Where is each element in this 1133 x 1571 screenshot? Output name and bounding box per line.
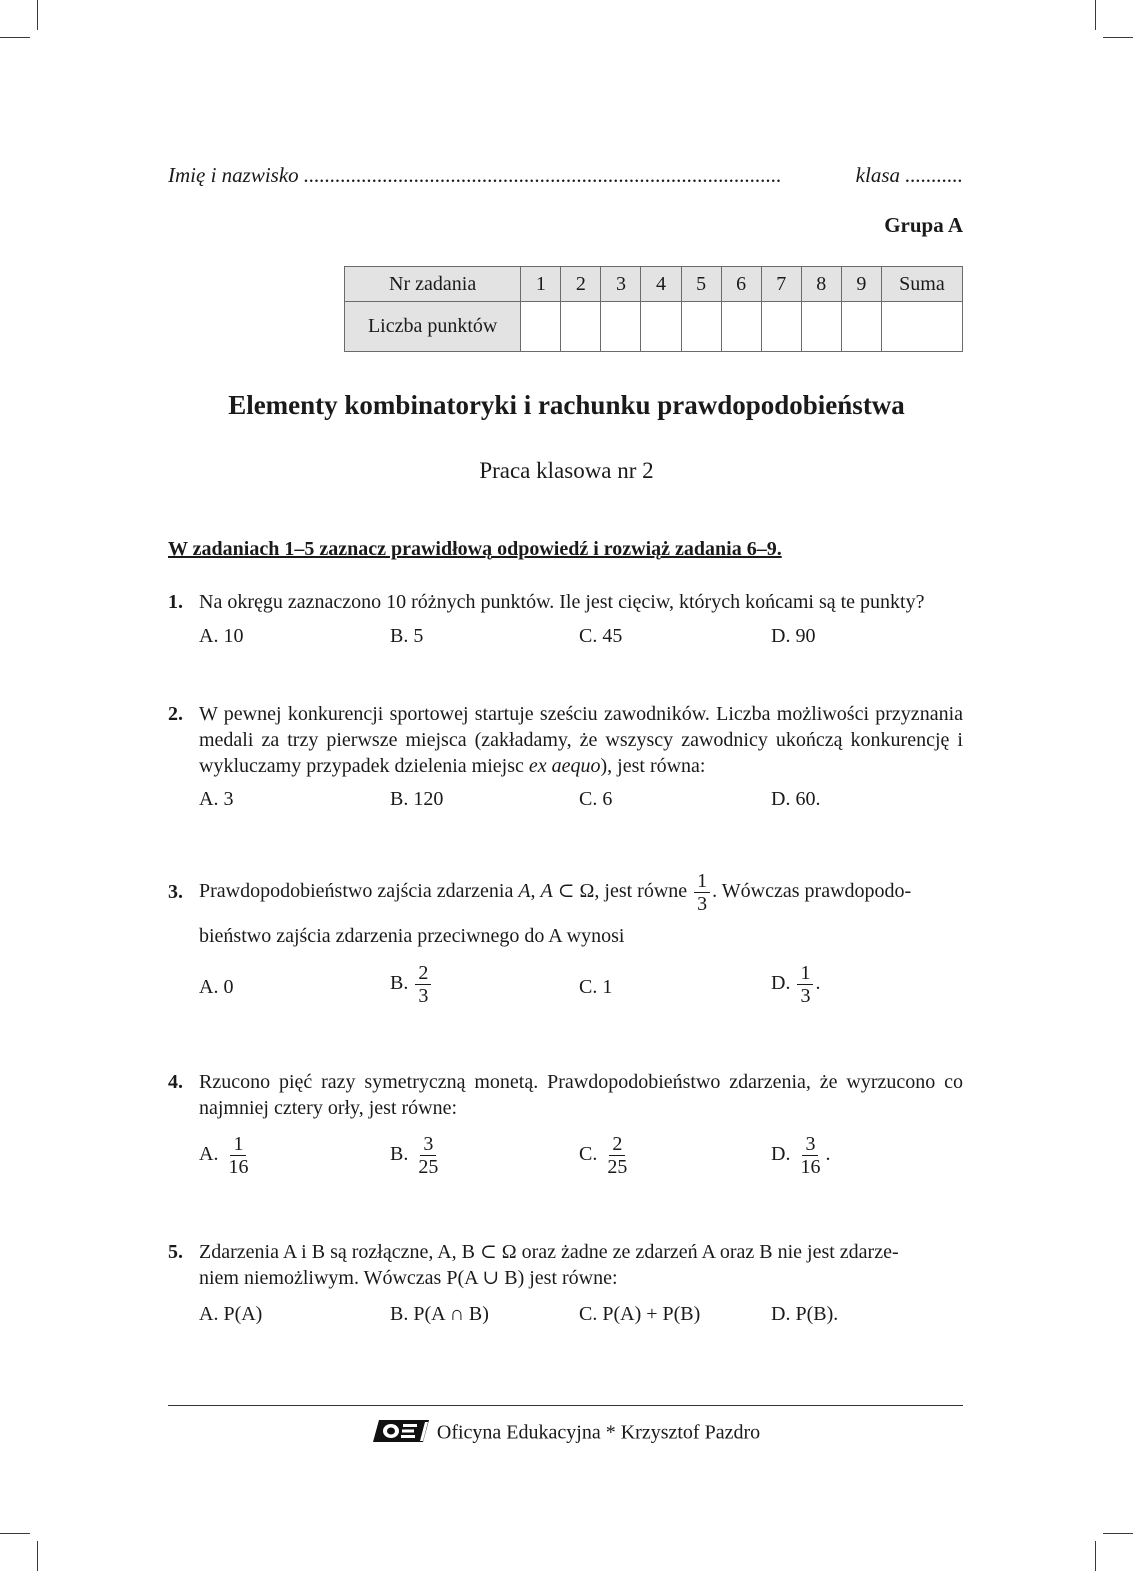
name-field[interactable]: Imię i nazwisko ........................................................................................... — [168, 163, 782, 187]
score-table-col: 8 — [801, 267, 841, 302]
points-cell[interactable] — [841, 302, 881, 352]
crop-mark — [1095, 1541, 1096, 1571]
question-text-part: . Wówczas prawdopodo- — [712, 880, 912, 903]
fraction — [797, 962, 813, 1007]
math-var: A — [540, 880, 553, 903]
fraction — [415, 962, 431, 1007]
answer-d[interactable]: D. 60. — [771, 788, 821, 810]
fraction-denominator: 16 — [228, 1156, 249, 1178]
fraction-numerator: 1 — [797, 962, 813, 985]
fraction-numerator: 2 — [415, 962, 431, 985]
publisher-logo-icon — [373, 1418, 431, 1450]
points-sum-cell[interactable] — [881, 302, 962, 352]
fraction — [694, 870, 710, 915]
score-table-header-label: Nr zadania — [345, 267, 521, 302]
fraction-denominator: 3 — [697, 893, 708, 915]
crop-mark — [37, 1541, 38, 1571]
score-table-col: 4 — [641, 267, 681, 302]
answer-b[interactable]: B. 120 — [390, 788, 444, 810]
page-subtitle: Praca klasowa nr 2 — [479, 458, 654, 483]
answer-d[interactable]: D. 90 — [771, 625, 816, 647]
answer-a[interactable]: A. 10 — [199, 625, 244, 647]
question-text-part: , — [530, 880, 541, 903]
math-var: A — [518, 880, 531, 903]
answer-b[interactable] — [390, 1133, 443, 1178]
answer-a[interactable] — [199, 1133, 253, 1178]
points-cell[interactable] — [521, 302, 561, 352]
fraction — [604, 1133, 630, 1178]
answer-a[interactable]: A. 0 — [199, 976, 234, 998]
fraction-denominator: 25 — [418, 1156, 439, 1178]
fraction-numerator: 3 — [802, 1133, 818, 1156]
score-table-col: 1 — [521, 267, 561, 302]
score-table-sum: Suma — [881, 267, 962, 302]
question-text — [199, 701, 963, 779]
points-cell[interactable] — [721, 302, 761, 352]
answer-label: A. — [199, 1143, 219, 1166]
crop-mark — [1095, 0, 1096, 30]
points-cell[interactable] — [681, 302, 721, 352]
question-2 — [168, 701, 963, 779]
answer-label: D. — [771, 972, 791, 995]
question-number: 4. — [168, 1071, 183, 1093]
answer-a[interactable]: A. 3 — [199, 788, 234, 810]
question-text: Na okręgu zaznaczono 10 różnych punktów. Ile jest cięciw, których końcami są te punkty? — [199, 591, 925, 613]
question-number: 2. — [168, 703, 183, 725]
answer-tail: . — [815, 972, 821, 995]
crop-mark — [37, 0, 38, 30]
points-cell[interactable] — [761, 302, 801, 352]
score-table-col: 3 — [601, 267, 641, 302]
footer-divider — [168, 1405, 963, 1406]
answer-b[interactable]: B. P(A ∩ B) — [390, 1303, 489, 1325]
score-table-col: 6 — [721, 267, 761, 302]
score-table-col: 5 — [681, 267, 721, 302]
question-text-part: Prawdopodobieństwo zajścia zdarzenia — [199, 880, 519, 903]
answer-b[interactable] — [390, 962, 433, 1007]
question-3-line2 — [168, 923, 963, 949]
question-number: 3. — [168, 881, 183, 903]
fraction-denominator: 25 — [607, 1156, 628, 1178]
question-4 — [168, 1069, 963, 1121]
score-table-col: 9 — [841, 267, 881, 302]
answer-label: C. — [579, 1143, 598, 1166]
answer-c[interactable]: C. 6 — [579, 788, 613, 810]
answer-c[interactable]: C. 1 — [579, 976, 613, 998]
score-table — [344, 266, 963, 352]
math-symbol: ⊂ Ω, — [552, 880, 600, 903]
publisher-name: Oficyna Edukacyjna * Krzysztof Pazdro — [436, 1421, 761, 1444]
points-cell[interactable] — [601, 302, 641, 352]
crop-mark — [1103, 1533, 1133, 1534]
fraction — [225, 1133, 251, 1178]
question-5 — [168, 1239, 963, 1291]
answer-label: D. — [771, 1143, 791, 1166]
score-table-col: 7 — [761, 267, 801, 302]
class-field[interactable]: klasa ........... — [855, 163, 963, 187]
fraction-numerator: 3 — [420, 1133, 436, 1156]
question-number: 1. — [168, 591, 183, 613]
answer-b[interactable]: B. 5 — [390, 625, 424, 647]
score-table-col: 2 — [561, 267, 601, 302]
score-table-points-label: Liczba punktów — [345, 302, 521, 352]
question-number: 5. — [168, 1241, 183, 1263]
crop-mark — [0, 1533, 30, 1534]
fraction-denominator: 3 — [418, 985, 429, 1007]
answer-c[interactable]: C. 45 — [579, 625, 623, 647]
question-text-part: ), jest równa: — [600, 755, 706, 777]
points-cell[interactable] — [801, 302, 841, 352]
points-cell[interactable] — [561, 302, 601, 352]
answer-d[interactable] — [771, 962, 820, 1007]
group-label: Grupa A — [884, 213, 963, 237]
answer-a[interactable]: A. P(A) — [199, 1303, 263, 1325]
instruction: W zadaniach 1–5 zaznacz prawidłową odpowiedź i rozwiąż zadania 6–9. — [168, 538, 782, 560]
crop-mark — [0, 37, 30, 38]
question-3 — [168, 870, 963, 915]
question-text-italic: ex aequo — [528, 755, 601, 777]
fraction — [797, 1133, 823, 1178]
answer-c[interactable]: C. P(A) + P(B) — [579, 1303, 701, 1325]
footer — [0, 1418, 1133, 1450]
points-cell[interactable] — [641, 302, 681, 352]
answer-d[interactable]: D. P(B). — [771, 1303, 839, 1325]
fraction — [415, 1133, 441, 1178]
answer-label: B. — [390, 1143, 409, 1166]
page-title: Elementy kombinatoryki i rachunku prawdopodobieństwa — [228, 390, 905, 420]
answer-d[interactable] — [771, 1133, 830, 1178]
question-text — [199, 870, 963, 915]
fraction-numerator: 1 — [230, 1133, 246, 1156]
fraction-denominator: 3 — [800, 985, 811, 1007]
answer-label: B. — [390, 972, 409, 995]
crop-mark — [1103, 37, 1133, 38]
question-text-part: jest równe — [599, 880, 693, 903]
answer-tail: . — [825, 1143, 831, 1166]
fraction-numerator: 2 — [609, 1133, 625, 1156]
question-text: bieństwo zajścia zdarzenia przeciwnego do A wynosi — [199, 925, 625, 947]
question-text: Zdarzenia A i B są rozłączne, A, B ⊂ Ω oraz żadne ze zdarzeń A oraz B nie jest zdarze- — [199, 1241, 899, 1263]
fraction-numerator: 1 — [694, 870, 710, 893]
student-header — [168, 163, 963, 193]
question-text-part: W pewnej konkurencji sportowej startuje sześciu zawodników. Liczba możliwości przyznania medali za trzy pierwsze miejsca (zakładamy, że wszyscy zawodnicy ukończą konkurencję i wykluczamy przypadek dzielenia miejsc — [199, 703, 963, 777]
fraction-denominator: 16 — [800, 1156, 821, 1178]
question-text: Rzucono pięć razy symetryczną monetą. Prawdopodobieństwo zdarzenia, że wyrzucono co najmniej cztery orły, jest równe: — [199, 1071, 963, 1119]
question-1 — [168, 589, 963, 615]
answer-c[interactable] — [579, 1133, 632, 1178]
question-text: niem niemożliwym. Wówczas P(A ∪ B) jest równe: — [199, 1267, 618, 1289]
